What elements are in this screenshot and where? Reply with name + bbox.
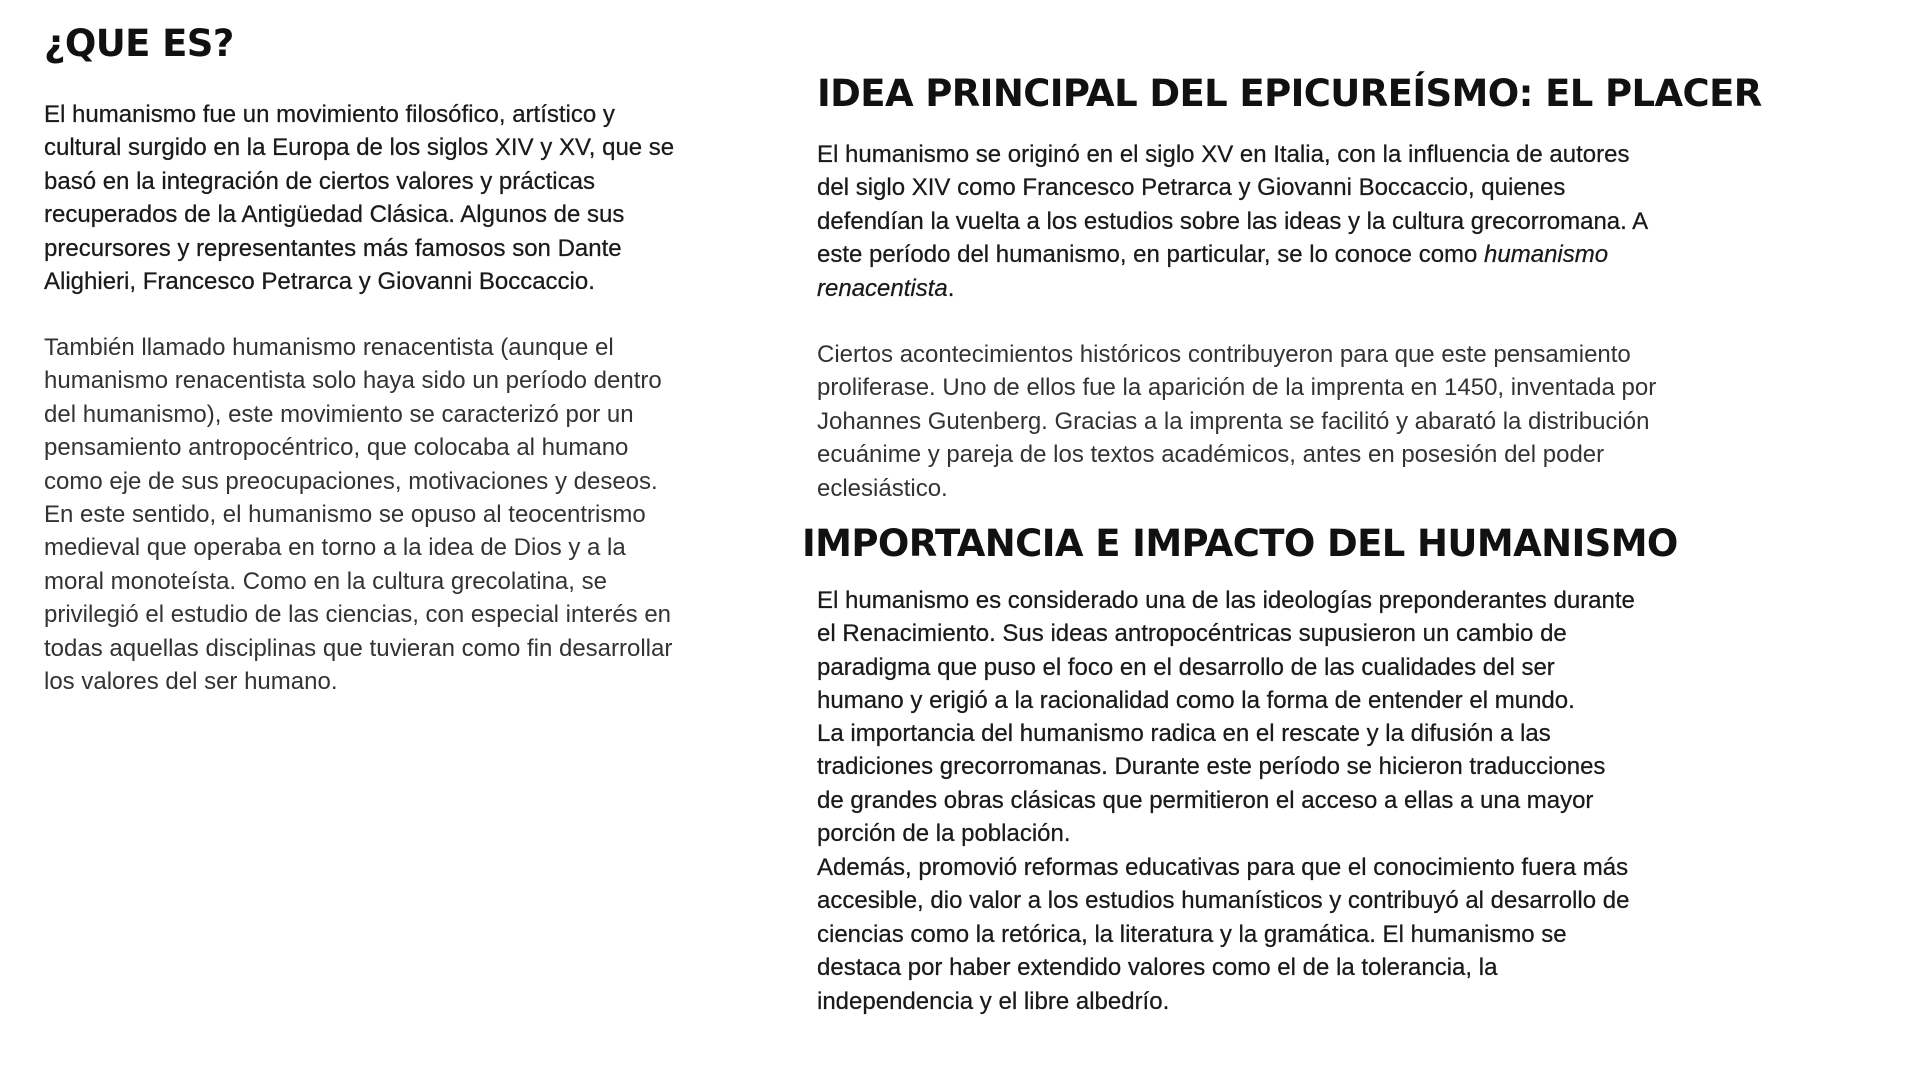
heading-que-es: ¿QUE ES? [44,22,234,65]
paragraph-que-es-characteristics: También llamado humanismo renacentista (aunque el humanismo renacentista solo haya sido un período dentro del humanismo), este movimiento se caracterizó por un pensamiento antropocéntrico, que colocaba al humano como eje de sus preocupaciones, motivaciones y deseos. En este sentido, el humanismo se opuso al teocentrismo medieval que operaba en torno a la idea de Dios y a la moral monoteísta. Como en la cultura grecolatina, se privilegió el estudio de las ciencias, con especial interés en todas aquellas disciplinas que tuvieran como fin desarrollar los valores del ser humano. [44,334,673,696]
paragraph-que-es-definition: El humanismo fue un movimiento filosófico, artístico y cultural surgido en la Europa de los siglos XIV y XV, que se basó en la integración de ciertos valores y prácticas recuperados de la Antigüedad Clásica. Algunos de sus precursores y representantes más famosos son Dante Alighieri, Francesco Petrarca y Giovanni Boccaccio. [44,101,675,296]
paragraph-idea-origin-italic: humanismo renacentista [817,241,1609,302]
paragraph-idea-origin-end: . [947,274,955,302]
paragraph-importance-traditions: La importancia del humanismo radica en el rescate y la difusión a las tradiciones grecorromanas. Durante este período se hicieron traducciones de grandes obras clásicas que permitieron el acceso a ellas a una mayor porción de la población. [817,720,1606,848]
paragraph-idea-events: Ciertos acontecimientos históricos contribuyeron para que este pensamiento proliferase. Uno de ellos fue la aparición de la imprenta en 1450, inventada por Johannes Gutenberg. Gracias a la imprenta se facilitó y abarató la distribución ecuánime y pareja de los textos académicos, antes en posesión del poder eclesiástico. [817,341,1657,502]
paragraph-idea-origin-text: El humanismo se originó en el siglo XV en Italia, con la influencia de autores del siglo XIV como Francesco Petrarca y Giovanni Boccaccio, quienes defendían la vuelta a los estudios sobre las ideas y la cultura grecorromana. A este período del humanismo, en particular, se lo conoce como [817,141,1649,269]
heading-idea-principal: IDEA PRINCIPAL DEL EPICUREÍSMO: EL PLACER [817,72,1762,115]
heading-importancia-impacto: IMPORTANCIA E IMPACTO DEL HUMANISMO [802,522,1678,565]
paragraph-importance-reforms: Además, promovió reformas educativas para que el conocimiento fuera más accesible, dio valor a los estudios humanísticos y contribuyó al desarrollo de ciencias como la retórica, la literatura y la gramática. El humanismo se destaca por haber extendido valores como el de la tolerancia, la independencia y el libre albedrío. [817,854,1630,1015]
paragraph-idea-origin [817,138,1777,305]
paragraph-importance-ideology: El humanismo es considerado una de las ideologías preponderantes durante el Renacimiento. Sus ideas antropocéntricas supusieron un cambio de paradigma que puso el foco en el desarrollo de las cualidades del ser humano y erigió a la racionalidad como la forma de entender el mundo. [817,587,1635,715]
